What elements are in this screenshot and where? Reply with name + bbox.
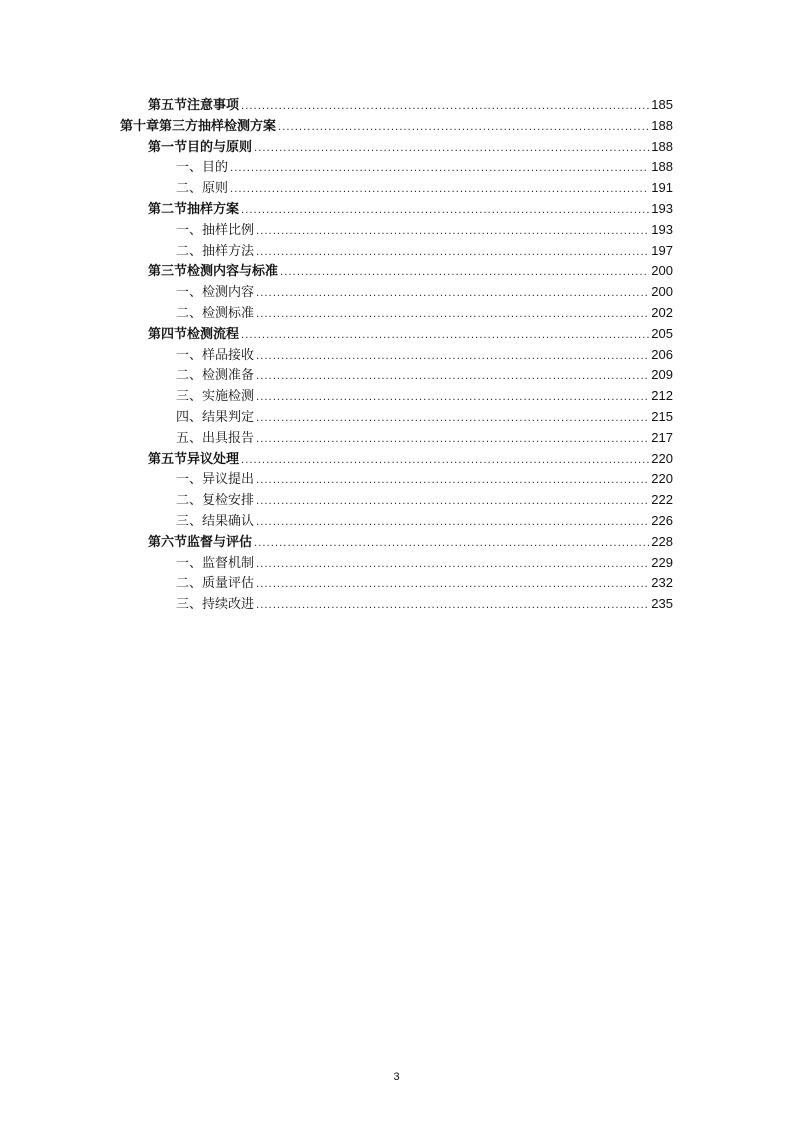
toc-entry-page: 226 xyxy=(651,512,673,528)
toc-entry[interactable] xyxy=(0,95,793,116)
table-of-contents xyxy=(0,95,793,615)
toc-entry-page: 202 xyxy=(651,304,673,320)
toc-entry-title: 一、异议提出 xyxy=(176,472,255,488)
toc-entry-title: 一、监督机制 xyxy=(176,555,255,571)
toc-entry[interactable] xyxy=(0,532,793,553)
toc-entry-title: 一、抽样比例 xyxy=(176,222,255,238)
dot-leader xyxy=(256,284,649,305)
toc-entry-page: 191 xyxy=(651,180,673,196)
toc-entry-line xyxy=(148,449,673,470)
toc-entry-page: 222 xyxy=(651,492,673,508)
toc-entry[interactable] xyxy=(0,490,793,511)
toc-entry-title: 第四节检测流程 xyxy=(148,326,240,342)
dot-leader xyxy=(230,159,649,180)
dot-leader xyxy=(280,263,649,284)
dot-leader xyxy=(278,118,649,139)
toc-entry[interactable] xyxy=(0,241,793,262)
toc-entry-page: 228 xyxy=(651,533,673,549)
dot-leader xyxy=(254,139,649,160)
toc-entry-line xyxy=(176,303,673,324)
toc-entry[interactable] xyxy=(0,178,793,199)
toc-entry-line xyxy=(120,116,673,137)
toc-entry-title: 第十章第三方抽样检测方案 xyxy=(120,118,277,134)
toc-entry[interactable] xyxy=(0,407,793,428)
toc-entry-line xyxy=(176,573,673,594)
dot-leader xyxy=(241,326,649,347)
toc-entry-line xyxy=(148,95,673,116)
toc-entry[interactable] xyxy=(0,553,793,574)
toc-entry-page: 217 xyxy=(651,429,673,445)
toc-entry[interactable] xyxy=(0,282,793,303)
dot-leader xyxy=(241,201,649,222)
toc-entry-line xyxy=(176,282,673,303)
dot-leader xyxy=(256,409,649,430)
toc-entry-title: 一、检测内容 xyxy=(176,285,255,301)
toc-entry-line xyxy=(148,261,673,282)
toc-entry[interactable] xyxy=(0,449,793,470)
toc-entry-page: 220 xyxy=(651,450,673,466)
toc-entry[interactable] xyxy=(0,220,793,241)
toc-entry-line xyxy=(148,137,673,158)
toc-entry-title: 二、复检安排 xyxy=(176,493,255,509)
toc-entry-page: 205 xyxy=(651,325,673,341)
toc-entry[interactable] xyxy=(0,116,793,137)
toc-entry[interactable] xyxy=(0,137,793,158)
toc-entry[interactable] xyxy=(0,573,793,594)
toc-entry-line xyxy=(148,532,673,553)
toc-entry-title: 第五节注意事项 xyxy=(148,98,240,113)
dot-leader xyxy=(256,596,649,617)
toc-entry-title: 第五节异议处理 xyxy=(148,451,240,467)
dot-leader xyxy=(256,243,649,264)
toc-entry-page: 215 xyxy=(651,408,673,424)
toc-entry[interactable] xyxy=(0,345,793,366)
toc-entry-title: 一、目的 xyxy=(176,160,229,176)
toc-entry-line xyxy=(176,365,673,386)
toc-entry-line xyxy=(148,199,673,220)
toc-entry-page: 212 xyxy=(651,388,673,404)
toc-entry-line xyxy=(176,241,673,262)
toc-entry-page: 200 xyxy=(651,284,673,300)
toc-entry[interactable] xyxy=(0,157,793,178)
toc-entry[interactable] xyxy=(0,365,793,386)
toc-entry-line xyxy=(176,428,673,449)
dot-leader xyxy=(241,451,649,472)
dot-leader xyxy=(256,555,649,576)
toc-entry-line xyxy=(176,220,673,241)
dot-leader xyxy=(256,388,649,409)
toc-entry-title: 三、实施检测 xyxy=(176,389,255,405)
toc-entry-page: 232 xyxy=(651,575,673,591)
toc-entry-line xyxy=(176,157,673,178)
dot-leader xyxy=(256,367,649,388)
toc-entry-line xyxy=(176,594,673,615)
dot-leader xyxy=(256,471,649,492)
dot-leader xyxy=(256,305,649,326)
toc-entry[interactable] xyxy=(0,303,793,324)
toc-entry-page: 209 xyxy=(651,367,673,383)
toc-entry-line xyxy=(176,490,673,511)
toc-entry-title: 二、原则 xyxy=(176,181,229,197)
toc-entry[interactable] xyxy=(0,386,793,407)
dot-leader xyxy=(256,430,649,451)
page-number: 3 xyxy=(393,1071,400,1083)
toc-entry-line xyxy=(148,324,673,345)
toc-entry[interactable] xyxy=(0,428,793,449)
toc-entry-title: 二、质量评估 xyxy=(176,576,255,592)
toc-entry-page: 188 xyxy=(651,138,673,154)
toc-entry-page: 188 xyxy=(651,159,673,175)
dot-leader xyxy=(256,222,649,243)
toc-entry-page: 197 xyxy=(651,242,673,258)
toc-entry-title: 三、持续改进 xyxy=(176,597,255,613)
toc-entry-page: 200 xyxy=(651,263,673,279)
toc-entry[interactable] xyxy=(0,511,793,532)
dot-leader xyxy=(254,534,649,555)
toc-entry[interactable] xyxy=(0,594,793,615)
toc-entry-title: 二、检测准备 xyxy=(176,368,255,384)
toc-entry-title: 第六节监督与评估 xyxy=(148,534,253,550)
dot-leader xyxy=(256,492,649,513)
toc-entry[interactable] xyxy=(0,261,793,282)
toc-entry-line xyxy=(176,407,673,428)
toc-entry-line xyxy=(176,386,673,407)
toc-entry-line xyxy=(176,553,673,574)
toc-entry-page: 193 xyxy=(651,221,673,237)
toc-entry-title: 第二节抽样方案 xyxy=(148,201,240,217)
toc-entry-line xyxy=(176,469,673,490)
toc-entry-page: 235 xyxy=(651,596,673,612)
dot-leader xyxy=(256,513,649,534)
toc-entry-page: 206 xyxy=(651,346,673,362)
toc-entry[interactable] xyxy=(0,469,793,490)
dot-leader xyxy=(241,97,649,118)
dot-leader xyxy=(256,347,649,368)
toc-entry-title: 三、结果确认 xyxy=(176,513,255,529)
toc-entry-title: 五、出具报告 xyxy=(176,430,255,446)
toc-entry-page: 188 xyxy=(651,117,673,133)
toc-entry-title: 第一节目的与原则 xyxy=(148,139,253,155)
toc-entry[interactable] xyxy=(0,199,793,220)
toc-entry-title: 一、样品接收 xyxy=(176,347,255,363)
toc-entry-line xyxy=(176,178,673,199)
dot-leader xyxy=(230,180,649,201)
toc-entry-title: 四、结果判定 xyxy=(176,409,255,425)
toc-entry-page: 229 xyxy=(651,554,673,570)
toc-entry-line xyxy=(176,345,673,366)
toc-entry-page: 220 xyxy=(651,471,673,487)
toc-entry-title: 第三节检测内容与标准 xyxy=(148,264,279,280)
dot-leader xyxy=(256,575,649,596)
toc-entry-title: 二、抽样方法 xyxy=(176,243,255,259)
toc-entry[interactable] xyxy=(0,324,793,345)
toc-entry-line xyxy=(176,511,673,532)
toc-entry-page: 185 xyxy=(651,97,673,112)
toc-entry-title: 二、检测标准 xyxy=(176,305,255,321)
toc-entry-page: 193 xyxy=(651,200,673,216)
